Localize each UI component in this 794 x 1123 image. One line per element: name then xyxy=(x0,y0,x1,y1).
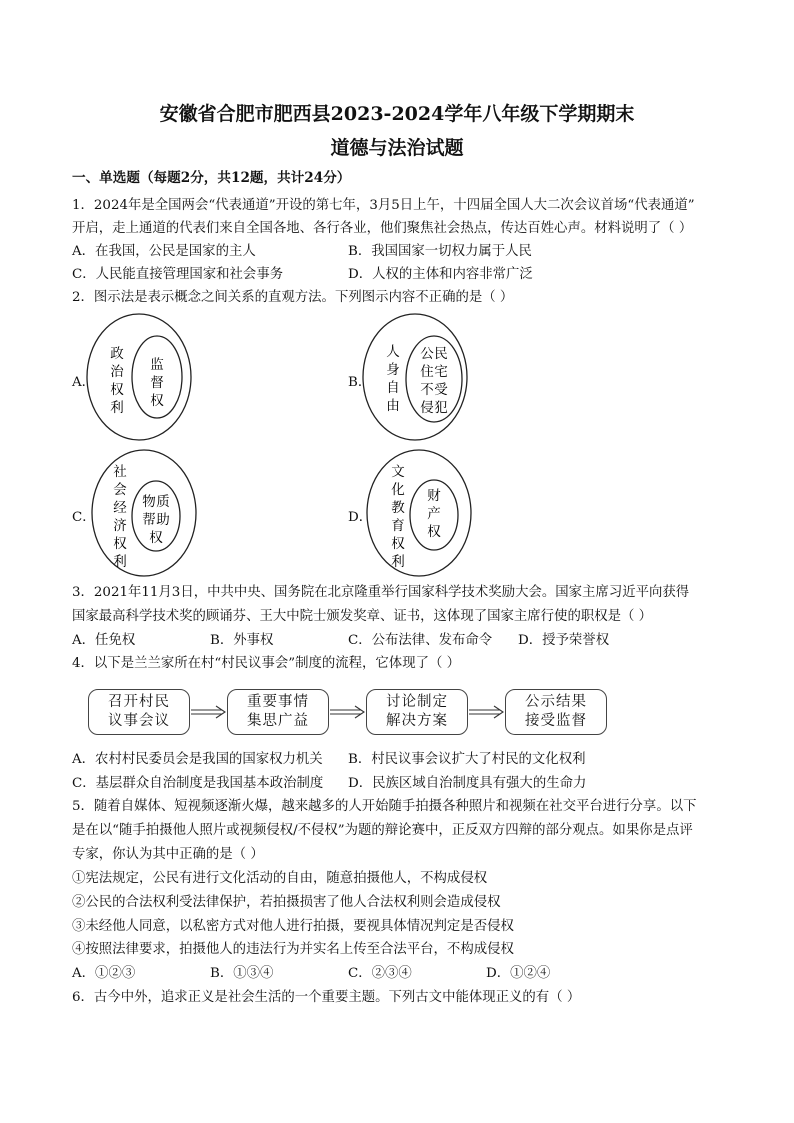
q5-stem-line2: 是在以“随手拍摄他人照片或视频侵权/不侵权”为题的辩论赛中，正反双方四辩的部分观点。如果你是点评 xyxy=(72,823,693,838)
q2-d-outer-4: 育 xyxy=(391,518,405,534)
q5-statement-4: ④按照法律要求，拍摄他人的违法行为并实名上传至合法平台，不构成侵权 xyxy=(72,942,514,957)
q4-stem: 4．以下是兰兰家所在村“村民议事会”制度的流程，它体现了（ ） xyxy=(72,656,461,671)
flow-step-1-line2: 议事会议 xyxy=(108,713,170,729)
q2-d-outer-6: 利 xyxy=(391,554,405,570)
q2-diagram-b xyxy=(363,314,467,440)
q2-c-outer-2: 会 xyxy=(113,482,127,498)
q2-b-inner-c2-4: 犯 xyxy=(434,400,448,416)
q2-b-inner-c2-3: 受 xyxy=(434,382,448,398)
q2-c-outer-4: 济 xyxy=(113,518,127,534)
flow-step-1 xyxy=(88,689,190,735)
q2-b-inner-c1-1: 公 xyxy=(420,346,434,362)
flow-step-4-line2: 接受监督 xyxy=(525,713,587,729)
q1-option-c: C．人民能直接管理国家和社会事务 xyxy=(72,267,284,282)
q4-option-c: C．基层群众自治制度是我国基本政治制度 xyxy=(72,776,324,791)
flow-step-2-line2: 集思广益 xyxy=(247,713,309,729)
q2-c-inner-c2-1: 质 xyxy=(156,494,170,510)
q2-a-outer-2: 治 xyxy=(110,364,124,380)
flow-step-4 xyxy=(505,689,607,735)
q2-diagram-c xyxy=(92,450,196,576)
flow-step-2-line1: 重要事情 xyxy=(247,694,309,710)
q2-b-inner-c1-3: 不 xyxy=(420,382,434,398)
q3-option-a: A．任免权 xyxy=(72,633,136,648)
q1-stem-line1: 1．2024年是全国两会“代表通道”开设的第七年，3月5日上午，十四届全国人大二次会议首场“代表通道” xyxy=(72,198,695,213)
q5-option-b: B．①③④ xyxy=(210,966,274,981)
q2-a-inner-3: 权 xyxy=(150,393,164,409)
q2-c-outer-3: 经 xyxy=(113,500,127,516)
flow-step-3 xyxy=(366,689,468,735)
q5-stem-line1: 5．随着自媒体、短视频逐渐火爆，越来越多的人开始随手拍摄各种照片和视频在社交平台进行分享。以下 xyxy=(72,799,697,814)
q2-d-outer-5: 权 xyxy=(391,536,405,552)
q2-stem: 2．图示法是表示概念之间关系的直观方法。下列图示内容不正确的是（ ） xyxy=(72,290,514,305)
q2-b-outer-3: 自 xyxy=(386,380,400,396)
q5-option-c: C．②③④ xyxy=(348,966,412,981)
flow-arrow-icon-2 xyxy=(330,706,364,718)
flow-step-3-line2: 解决方案 xyxy=(386,713,448,729)
q2-option-c-label: C． xyxy=(72,510,96,525)
q1-option-b: B．我国国家一切权力属于人民 xyxy=(348,244,532,259)
q2-c-inner-c1-2: 帮 xyxy=(142,512,156,528)
q2-d-inner-2: 产 xyxy=(427,506,441,522)
q3-stem-line1: 3．2021年11月3日，中共中央、国务院在北京隆重举行国家科学技术奖励大会。国家主席习近平向获得 xyxy=(72,585,690,600)
q2-b-outer-4: 由 xyxy=(386,398,400,414)
flow-step-4-line1: 公示结果 xyxy=(525,694,587,710)
q3-option-b: B．外事权 xyxy=(210,633,274,648)
q2-c-outer-5: 权 xyxy=(113,536,127,552)
q5-option-a: A．①②③ xyxy=(72,966,136,981)
q3-option-d: D．授予荣誉权 xyxy=(518,633,610,648)
flow-step-3-line1: 讨论制定 xyxy=(386,694,448,710)
flow-arrow-icon-3 xyxy=(469,706,503,718)
q2-a-inner-2: 督 xyxy=(150,375,164,391)
q2-b-inner-c1-4: 侵 xyxy=(420,400,434,416)
q2-d-inner-3: 权 xyxy=(427,524,441,540)
q2-a-outer-4: 利 xyxy=(110,400,124,416)
q2-b-inner-c1-2: 住 xyxy=(420,364,434,380)
doc-title-line1: 安徽省合肥市肥西县2023-2024学年八年级下学期期末 xyxy=(159,103,635,125)
q2-c-outer-1: 社 xyxy=(113,464,127,480)
q1-option-d: D．人权的主体和内容非常广泛 xyxy=(348,267,533,282)
q2-d-outer-3: 教 xyxy=(391,500,405,516)
q5-statement-3: ③未经他人同意，以私密方式对他人进行拍摄，要视具体情况判定是否侵权 xyxy=(72,919,514,934)
q2-b-outer-1: 人 xyxy=(386,344,400,360)
q5-statement-2: ②公民的合法权利受法律保护，若拍摄损害了他人合法权利则会造成侵权 xyxy=(72,895,501,910)
q4-option-d: D．民族区域自治制度具有强大的生命力 xyxy=(348,776,587,791)
q2-option-a-label: A． xyxy=(72,375,96,390)
q5-option-d: D．①②④ xyxy=(486,966,551,981)
q2-option-d-label: D． xyxy=(348,510,373,525)
q2-d-outer-2: 化 xyxy=(391,482,405,498)
q1-stem-line2: 开启，走上通道的代表们来自全国各地、各行各业，他们聚焦社会热点，传达百姓心声。材料说明了（ ） xyxy=(72,221,693,236)
q4-option-b: B．村民议事会议扩大了村民的文化权利 xyxy=(348,752,586,767)
q2-a-outer-1: 政 xyxy=(110,346,124,362)
q2-c-outer-6: 利 xyxy=(113,554,127,570)
q2-option-b-label: B． xyxy=(348,375,372,390)
q2-diagram-d xyxy=(367,450,471,576)
q2-d-inner-1: 财 xyxy=(427,488,441,504)
q2-a-inner-1: 监 xyxy=(150,357,164,373)
q5-stem-line3: 专家，你认为其中正确的是（ ） xyxy=(72,847,264,862)
q2-c-inner-last: 权 xyxy=(149,530,163,546)
section-heading: 一、单选题（每题2分，共12题，共计24分） xyxy=(72,170,351,186)
q3-stem-line2: 国家最高科学技术奖的顾诵芬、王大中院士颁发奖章、证书，这体现了国家主席行使的职权是（ ） xyxy=(72,609,653,624)
q5-statement-1: ①宪法规定，公民有进行文化活动的自由，随意拍摄他人，不构成侵权 xyxy=(72,871,488,886)
flow-step-1-line1: 召开村民 xyxy=(108,694,170,710)
q6-stem: 6．古今中外，追求正义是社会生活的一个重要主题。下列古文中能体现正义的有（ ） xyxy=(72,990,581,1005)
q4-option-a: A．农村村民委员会是我国的国家权力机关 xyxy=(72,752,323,767)
q2-c-inner-c1-1: 物 xyxy=(142,494,156,510)
doc-title-line2: 道德与法治试题 xyxy=(330,137,464,159)
flow-arrow-icon-1 xyxy=(191,706,225,718)
q2-b-outer-2: 身 xyxy=(386,362,400,378)
q2-b-inner-c2-2: 宅 xyxy=(434,364,448,380)
q2-a-outer-3: 权 xyxy=(110,382,124,398)
q2-diagram-a xyxy=(87,314,191,440)
q2-b-inner-c2-1: 民 xyxy=(434,346,448,362)
q2-d-outer-1: 文 xyxy=(391,464,405,480)
flow-step-2 xyxy=(227,689,329,735)
q1-option-a: A．在我国，公民是国家的主人 xyxy=(72,244,256,259)
q3-option-c: C．公布法律、发布命令 xyxy=(348,633,493,648)
q2-c-inner-c2-2: 助 xyxy=(156,512,170,528)
